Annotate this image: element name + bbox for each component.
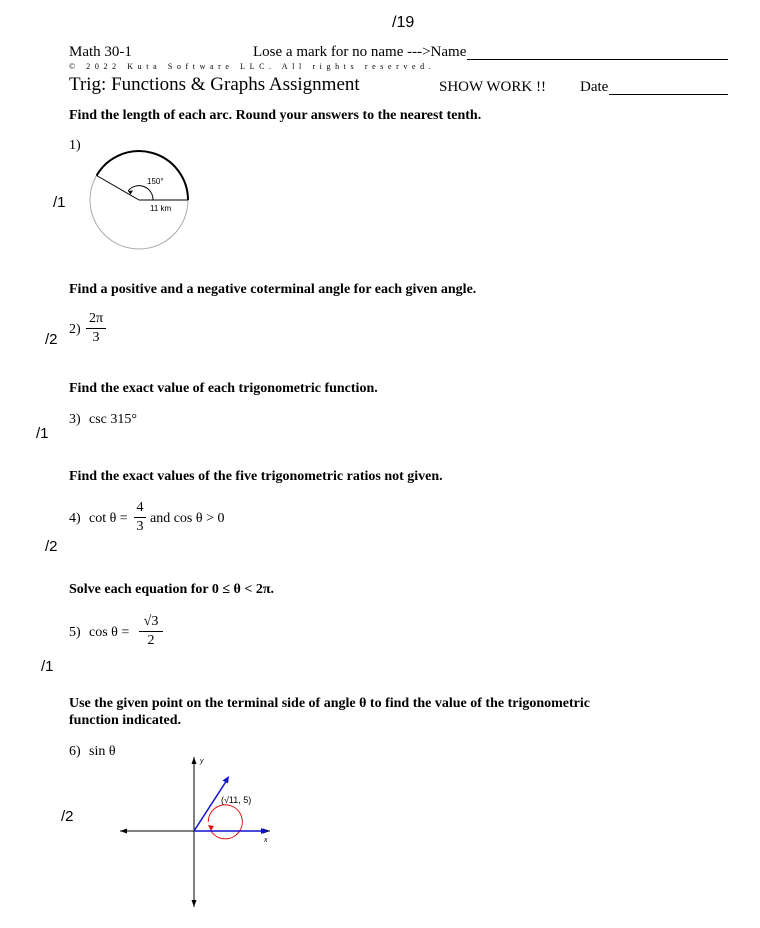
y-axis-label: y	[200, 758, 204, 765]
x-axis-arrow-left	[120, 829, 127, 834]
fraction-numerator: √3	[143, 614, 159, 629]
name-line[interactable]	[467, 59, 728, 60]
page-title: Trig: Functions & Graphs Assignment	[69, 74, 360, 95]
problem-3-number: 3)	[69, 412, 81, 427]
section-5-instruction: Solve each equation for 0 ≤ θ < 2π.	[69, 582, 274, 597]
fraction-numerator: 4	[136, 500, 144, 515]
section-6-instruction-line-1: Use the given point on the terminal side of angle θ to find the value of the trigonometric	[69, 696, 590, 711]
section-4-instruction: Find the exact values of the five trigonometric ratios not given.	[69, 469, 443, 484]
section-2-instruction: Find a positive and a negative coterminal angle for each given angle.	[69, 282, 477, 297]
name-label: Lose a mark for no name --->Name	[253, 44, 467, 60]
point-label: (√11, 5)	[221, 795, 252, 805]
show-work-label: SHOW WORK !!	[439, 79, 546, 95]
fraction-numerator: 2π	[88, 311, 104, 326]
problem-6-expression: sin θ	[89, 744, 116, 759]
angle-arc-arrowhead	[208, 825, 214, 831]
problem-2-fraction	[86, 311, 106, 346]
section-1-instruction: Find the length of each arc. Round your answers to the nearest tenth.	[69, 108, 482, 123]
problem-4-number: 4)	[69, 511, 81, 526]
problem-1-number: 1)	[69, 138, 81, 153]
total-score: /19	[392, 14, 415, 31]
initial-ray-arrowhead	[261, 828, 268, 834]
radius-line-2	[97, 176, 139, 201]
copyright: © 2022 Kuta Software LLC. All rights reserved.	[69, 62, 436, 71]
problem-5-score: /1	[41, 658, 54, 675]
highlighted-arc	[97, 151, 188, 200]
problem-6-score: /2	[61, 808, 74, 825]
angle-marker	[128, 186, 153, 200]
x-axis-label: x	[264, 837, 268, 844]
problem-5-number: 5)	[69, 625, 81, 640]
course-label: Math 30-1	[69, 44, 132, 60]
problem-6-number: 6)	[69, 744, 81, 759]
problem-1-score: /1	[53, 194, 66, 211]
radius-label: 11 km	[150, 204, 172, 213]
y-axis-arrow-down	[192, 900, 197, 907]
fraction-denominator: 3	[136, 519, 144, 534]
angle-label: 150°	[147, 177, 164, 186]
problem-2-score: /2	[45, 331, 58, 348]
problem-3-score: /1	[36, 425, 49, 442]
date-line[interactable]	[609, 94, 728, 95]
problem-2-number: 2)	[69, 322, 81, 337]
angle-arc	[208, 805, 242, 839]
problem-4-condition: and cos θ > 0	[150, 511, 225, 526]
fraction-denominator: 2	[147, 633, 155, 648]
problem-5-fraction	[139, 614, 163, 649]
problem-4-score: /2	[45, 538, 58, 555]
arc-length-diagram	[80, 140, 200, 260]
terminal-side-diagram	[115, 752, 280, 912]
fraction-denominator: 3	[92, 330, 100, 345]
problem-4-fraction	[134, 500, 146, 535]
y-axis-arrow-up	[192, 757, 197, 764]
problem-3-expression: csc 315°	[89, 412, 137, 427]
date-label: Date	[580, 79, 609, 95]
problem-4-lhs: cot θ =	[89, 511, 128, 526]
section-3-instruction: Find the exact value of each trigonometric function.	[69, 381, 378, 396]
problem-5-lhs: cos θ =	[89, 625, 130, 640]
section-6-instruction-line-2: function indicated.	[69, 713, 182, 728]
